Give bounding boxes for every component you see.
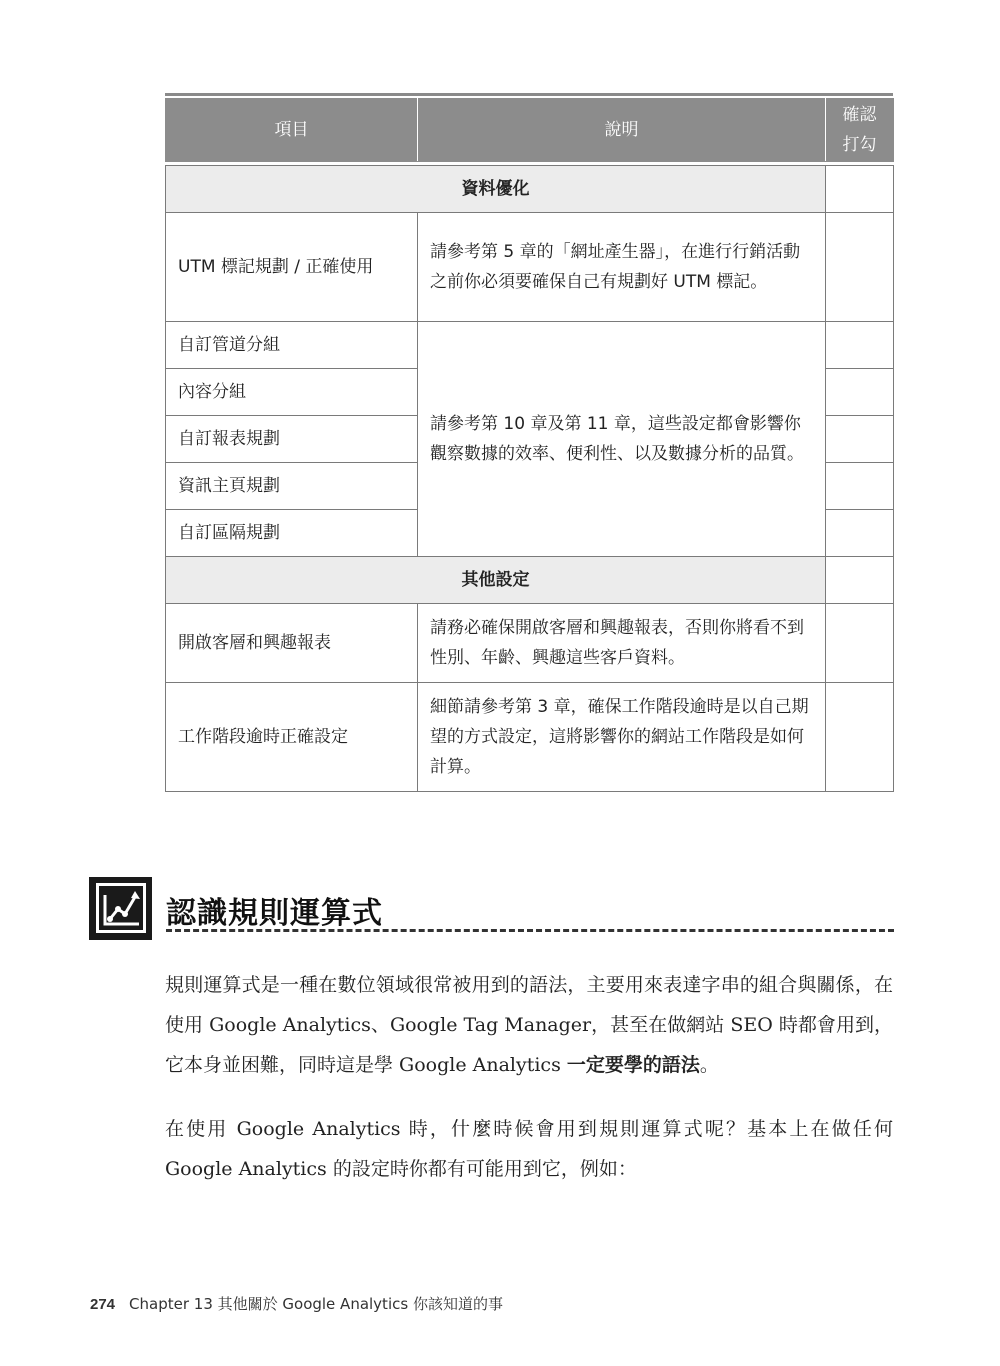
paragraph-1 — [165, 965, 893, 1085]
description-cell: 請務必確保開啟客層和興趣報表，否則你將看不到性別、年齡、興趣這些客戶資料。 — [418, 604, 826, 683]
paragraph-1-emphasis: 一定要學的語法 — [566, 1054, 700, 1076]
check-cell[interactable] — [826, 683, 894, 792]
paragraph-1-end: 。 — [699, 1054, 719, 1076]
paragraph-1-text: 規則運算式是一種在數位領域很常被用到的語法，主要用來表達字串的組合與關係，在使用 Google Analytics、Google Tag Manager，甚至在做網站 SEO 時都會用到，它本身並困難，同時這是學 Google Analytics — [165, 974, 893, 1076]
table-row — [166, 683, 894, 792]
page-number: 274 — [90, 1296, 116, 1313]
check-cell[interactable] — [826, 463, 894, 510]
table-row — [166, 213, 894, 322]
description-cell: 請參考第 10 章及第 11 章，這些設定都會影響你觀察數據的效率、便利性、以及數據分析的品質。 — [418, 322, 826, 557]
page-footer — [90, 1293, 503, 1314]
chapter-title: Chapter 13 其他關於 Google Analytics 你該知道的事 — [129, 1295, 503, 1313]
item-cell: 資訊主頁規劃 — [166, 463, 418, 510]
checklist-table — [165, 98, 894, 792]
paragraph-2: 在使用 Google Analytics 時，什麼時候會用到規則運算式呢？基本上在做任何 Google Analytics 的設定時你都有可能用到它，例如： — [165, 1118, 893, 1180]
table-row — [166, 322, 894, 369]
check-cell[interactable] — [826, 213, 894, 322]
item-cell: 內容分組 — [166, 369, 418, 416]
table-top-rule — [165, 93, 893, 96]
check-cell[interactable] — [826, 557, 894, 604]
check-cell[interactable] — [826, 510, 894, 557]
item-cell: 自訂區隔規劃 — [166, 510, 418, 557]
description-cell: 請參考第 5 章的「網址產生器」，在進行行銷活動之前你必須要確保自己有規劃好 UTM 標記。 — [418, 213, 826, 322]
item-cell: 自訂報表規劃 — [166, 416, 418, 463]
header-description: 說明 — [418, 99, 826, 162]
check-cell[interactable] — [826, 369, 894, 416]
check-cell[interactable] — [826, 166, 894, 213]
check-cell[interactable] — [826, 416, 894, 463]
section-title: 資料優化 — [166, 166, 826, 213]
item-cell: 自訂管道分組 — [166, 322, 418, 369]
check-cell[interactable] — [826, 322, 894, 369]
item-cell: UTM 標記規劃 / 正確使用 — [166, 213, 418, 322]
section-heading: 認識規則運算式 — [166, 896, 383, 931]
checklist-table-wrap — [165, 93, 893, 792]
header-check: 確認 打勾 — [826, 99, 894, 162]
section-title: 其他設定 — [166, 557, 826, 604]
section-dashed-rule — [166, 929, 894, 932]
table-header-row — [166, 99, 894, 162]
header-item: 項目 — [166, 99, 418, 162]
item-cell: 開啟客層和興趣報表 — [166, 604, 418, 683]
item-cell: 工作階段逾時正確設定 — [166, 683, 418, 792]
description-cell: 細節請參考第 3 章，確保工作階段逾時是以自己期望的方式設定，這將影響你的網站工作階段是如何計算。 — [418, 683, 826, 792]
table-row — [166, 604, 894, 683]
section-row — [166, 557, 894, 604]
check-cell[interactable] — [826, 604, 894, 683]
line-chart-icon — [89, 877, 152, 940]
section-row — [166, 166, 894, 213]
